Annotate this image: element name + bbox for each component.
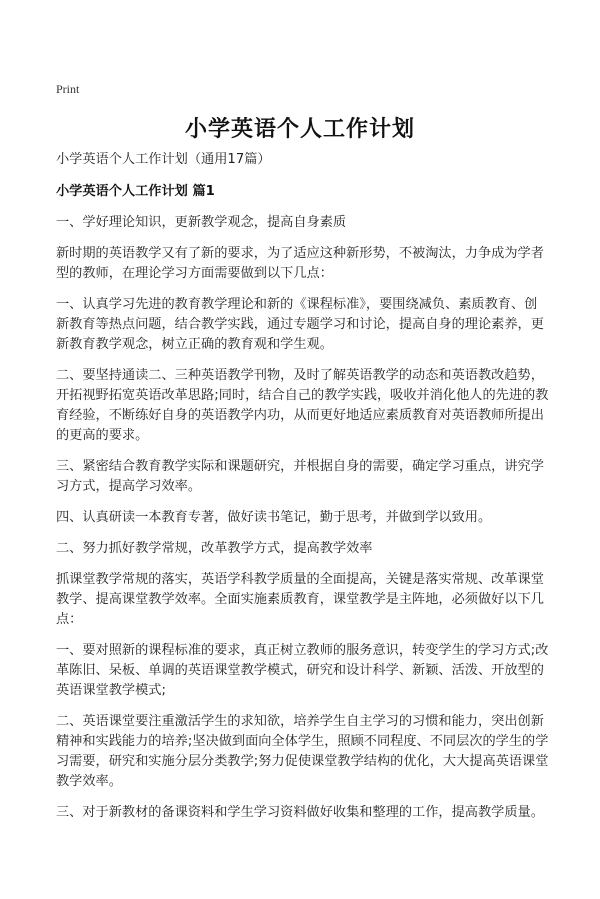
document-subtitle: 小学英语个人工作计划（通用17篇） xyxy=(56,152,271,167)
paragraph: 一、认真学习先进的教育教学理论和新的《课程标准》，要围绕减负、素质教育、创新教育等热点问题，结合教学实践，通过专题学习和讨论，提高自身的理论素养，更新教育教学观念，树立正确的教育观和学生观。 xyxy=(56,297,544,352)
section-heading: 小学英语个人工作计划 篇1 xyxy=(56,184,215,199)
document-body xyxy=(56,150,550,834)
paragraph: 一、学好理论知识，更新教学观念，提高自身素质 xyxy=(56,215,347,230)
paragraph: 抓课堂教学常规的落实，英语学科教学质量的全面提高，关键是落实常规、改革课堂教学、提高课堂教学效率。全面实施素质教育，课堂教学是主阵地，必须做好以下几点： xyxy=(56,572,544,627)
paragraph: 二、努力抓好教学常规，改革教学方式，提高教学效率 xyxy=(56,541,373,556)
paragraph: 二、要坚持通读二、三种英语教学刊物，及时了解英语教学的动态和英语教改趋势，开拓视野拓宽英语改革思路;同时，结合自己的教学实践，吸收并消化他人的先进的教育经验，不断练好自身的英语教学内功，从而更好地适应素质教育对英语教师所提出的更高的要求。 xyxy=(56,368,549,443)
print-link[interactable]: Print xyxy=(56,82,80,96)
document-title: 小学英语个人工作计划 xyxy=(184,117,415,142)
paragraph: 一、要对照新的课程标准的要求，真正树立教师的服务意识，转变学生的学习方式;改革陈旧、呆板、单调的英语课堂教学模式，研究和设计科学、新颖、活泼、开放型的英语课堂教学模式; xyxy=(56,643,549,698)
paragraph: 四、认真研读一本教育专著，做好读书笔记，勤于思考，并做到学以致用。 xyxy=(56,510,492,525)
paragraph: 三、紧密结合教育教学实际和课题研究，并根据自身的需要，确定学习重点，讲究学习方式，提高学习效率。 xyxy=(56,459,544,494)
paragraph: 新时期的英语教学又有了新的要求，为了适应这种新形势，不被淘汰，力争成为学者型的教师，在理论学习方面需要做到以下几点： xyxy=(56,246,544,281)
paragraph: 二、英语课堂要注重激活学生的求知欲，培养学生自主学习的习惯和能力，突出创新精神和实践能力的培养;坚决做到面向全体学生，照顾不同程度、不同层次的学生的学习需要，研究和实施分层分类教学;努力促使课堂教学结构的优化，大大提高英语课堂教学效率。 xyxy=(56,714,549,789)
paragraph: 三、对于新教材的备课资料和学生学习资料做好收集和整理的工作，提高教学质量。 xyxy=(56,805,544,820)
